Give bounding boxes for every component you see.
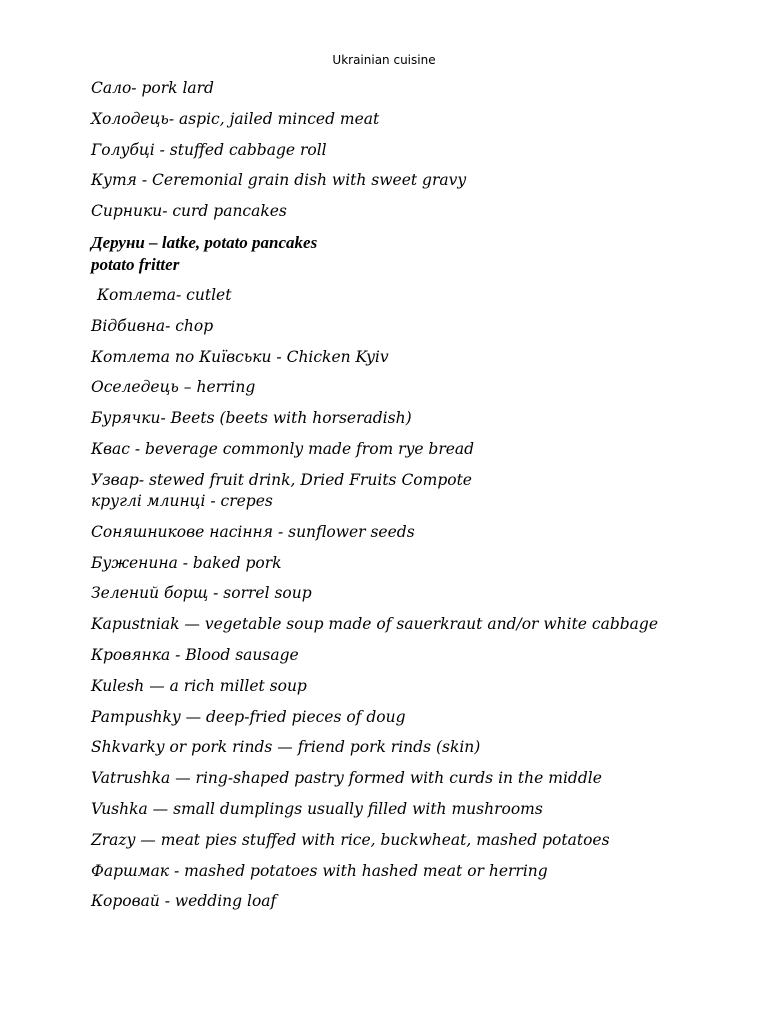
dish-entry-text: Shkvarky or pork rinds — friend pork rinds (skin): [91, 738, 481, 757]
dish-entry-text: Котлета- cutlet: [97, 285, 232, 304]
dish-entry: [91, 799, 751, 830]
dish-entry-text: Kapustniak — vegetable soup made of sauerkraut and/or white cabbage: [91, 615, 658, 634]
dish-entry-text: Соняшникове насіння - sunflower seeds: [91, 522, 415, 541]
dish-entry-text: Kulesh — a rich millet soup: [91, 676, 307, 695]
dish-entry: [91, 408, 751, 439]
dish-entry: [91, 170, 751, 201]
dish-entry-text: Відбивна- chop: [91, 316, 214, 335]
dish-entry: [91, 861, 751, 892]
dish-entry-text: Буженина - baked pork: [91, 553, 282, 572]
dish-entry: [91, 347, 751, 378]
dish-entry: [91, 737, 751, 768]
dish-entry-text: Коровай - wedding loaf: [91, 892, 277, 911]
dish-entry-text: Фаршмак - mashed potatoes with hashed meat or herring: [91, 861, 548, 880]
dish-entry: [91, 377, 751, 408]
dish-entry: [91, 891, 751, 922]
dish-entry: [91, 522, 751, 553]
document-title: Ukrainian cuisine: [332, 53, 436, 67]
dish-entry-text: Бурячки- Beets (beets with horseradish): [91, 409, 412, 428]
dish-entry: [91, 830, 751, 861]
dish-entry: [91, 676, 751, 707]
dish-entry: [91, 109, 751, 140]
dish-entry-text: Vushka — small dumplings usually filled with mushrooms: [91, 799, 543, 818]
dish-entry: [91, 707, 751, 738]
dish-entry: [91, 583, 751, 614]
dish-entry-text: Квас - beverage commonly made from rye bread: [91, 439, 475, 458]
dish-entry: [91, 316, 751, 347]
dish-entry: [91, 553, 751, 584]
dish-entry-text: Голубці - stuffed cabbage roll: [91, 140, 327, 159]
dish-entry-text: Котлета по Київськи - Chicken Kyiv: [91, 347, 389, 366]
dish-entry: [91, 645, 751, 676]
dish-entry: [91, 78, 751, 109]
dish-entry-text: круглі млинці - crepes: [91, 491, 273, 510]
dish-entry: [91, 285, 751, 316]
dish-entry-text: Кутя - Ceremonial grain dish with sweet gravy: [91, 171, 467, 190]
dish-entry-text: potato fritter: [91, 254, 180, 274]
dish-entry-text: Сирники- curd pancakes: [91, 202, 287, 221]
dish-entry: [91, 768, 751, 799]
dish-entry-text: Кровянка - Blood sausage: [91, 645, 299, 664]
dish-list: [91, 78, 751, 922]
dish-entry: [91, 470, 751, 522]
dish-entry-text: Vatrushka — ring-shaped pastry formed with curds in the middle: [91, 769, 602, 788]
dish-entry: [91, 201, 751, 232]
dish-entry-text: Зелений борщ - sorrel soup: [91, 584, 312, 603]
dish-entry-bold: [91, 232, 751, 285]
dish-entry: [91, 614, 751, 645]
dish-entry-text: Сало- pork lard: [91, 79, 214, 97]
dish-entry-text: Zrazy — meat pies stuffed with rice, buckwheat, mashed potatoes: [91, 830, 610, 849]
dish-entry-text: Узвар- stewed fruit drink, Dried Fruits Compote: [91, 470, 472, 489]
dish-entry-text: Деруни – latke, potato pancakes: [91, 232, 318, 252]
dish-entry-text: Оселедець – herring: [91, 378, 256, 397]
dish-entry: [91, 439, 751, 470]
dish-entry-text: Pampushky — deep-fried pieces of doug: [91, 707, 406, 726]
dish-entry-text: Холодець- aspic, jailed minced meat: [91, 109, 380, 128]
dish-entry: [91, 140, 751, 171]
